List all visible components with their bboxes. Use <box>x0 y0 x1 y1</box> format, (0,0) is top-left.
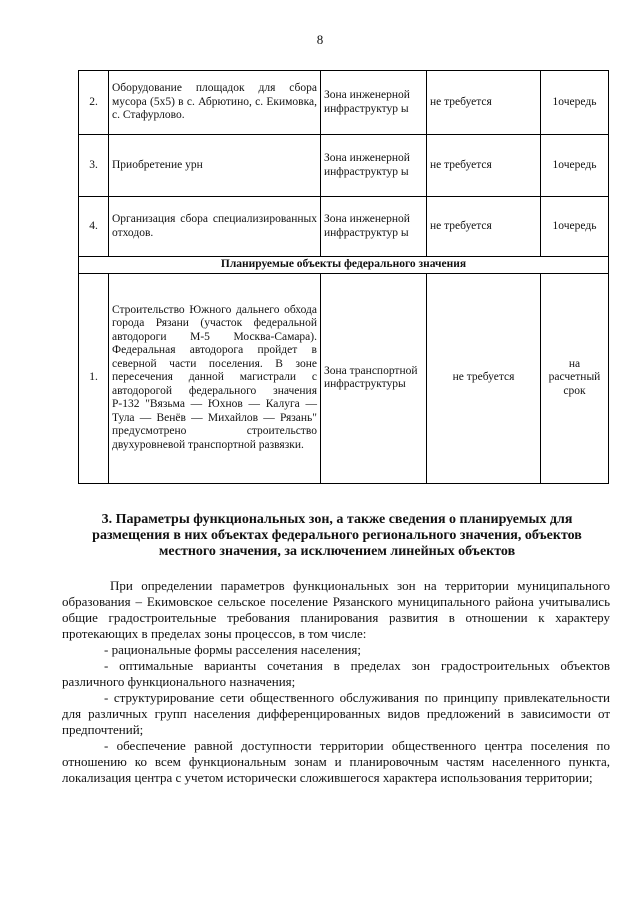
zone-cell: Зона транспортной инфраструктуры <box>321 273 427 483</box>
row-number: 4. <box>79 197 109 257</box>
list-item: - оптимальные варианты сочетания в пределах зон градостроительных объектов различного функционального назначения; <box>62 658 610 689</box>
planned-objects-table <box>78 70 609 484</box>
table-row <box>79 197 609 257</box>
table-row <box>79 273 609 483</box>
condition-cell: не требуется <box>427 135 541 197</box>
body-text <box>62 578 610 786</box>
condition-cell: не требуется <box>427 273 541 483</box>
table-row <box>79 71 609 135</box>
stage-cell: 1очередь <box>541 135 609 197</box>
page-number: 8 <box>316 32 324 47</box>
zone-cell: Зона инженерной инфраструктур ы <box>321 135 427 197</box>
condition-cell: не требуется <box>427 71 541 135</box>
object-name: Организация сбора специализированных отходов. <box>109 197 321 257</box>
row-number: 1. <box>79 273 109 483</box>
row-number: 2. <box>79 71 109 135</box>
table-row <box>79 135 609 197</box>
object-name: Приобретение урн <box>109 135 321 197</box>
zone-cell: Зона инженерной инфраструктур ы <box>321 197 427 257</box>
section-heading: 3. Параметры функциональных зон, а также сведения о планируемых для размещения в них объектах федерального регионального значения, объектов местного значения, за исключением линейных объектов <box>92 512 582 559</box>
object-name: Строительство Южного дальнего обхода города Рязани (участок федеральной автодороги М-5 Москва-Самара). Федеральная автодорога пройдет в северной части поселения. В зоне пересечения данной магистрали с автодорогой федерального значения Р-132 "Вязьма — Юхнов — Калуга — Тула — Венёв — Михайлов — Рязань" предусмотрено строительство двухуровневой транспортной развязки. <box>109 273 321 483</box>
stage-cell: на расчетный срок <box>541 273 609 483</box>
condition-cell: не требуется <box>427 197 541 257</box>
list-item: - рациональные формы расселения населения; <box>104 642 361 657</box>
stage-cell: 1очередь <box>541 71 609 135</box>
zone-cell: Зона инженерной инфраструктур ы <box>321 71 427 135</box>
section-row <box>79 257 609 274</box>
list-item: - структурирование сети общественного обслуживания по принципу привлекательности для различных групп населения дифференцированных видов предложений в зависимости от предпочтений; <box>62 690 610 737</box>
intro-paragraph: При определении параметров функциональных зон на территории муниципального образования – Екимовское сельское поселение Рязанского муниципального района учитывались общие градостроительные требования планирования развития в отношении к характеру протекающих в пределах зоны процессов, в том числе: <box>62 578 610 641</box>
row-number: 3. <box>79 135 109 197</box>
list-item: - обеспечение равной доступности территории общественного центра поселения по отношению ко всем функциональным зонам и планировочным частям населенного пункта, локализация центра с учетом исторически сложившегося характера использования территории; <box>62 738 610 785</box>
stage-cell: 1очередь <box>541 197 609 257</box>
section-title-cell: Планируемые объекты федерального значения <box>79 257 609 274</box>
object-name: Оборудование площадок для сбора мусора (5х5) в с. Абрютино, с. Екимовка, с. Стафурлово. <box>109 71 321 135</box>
